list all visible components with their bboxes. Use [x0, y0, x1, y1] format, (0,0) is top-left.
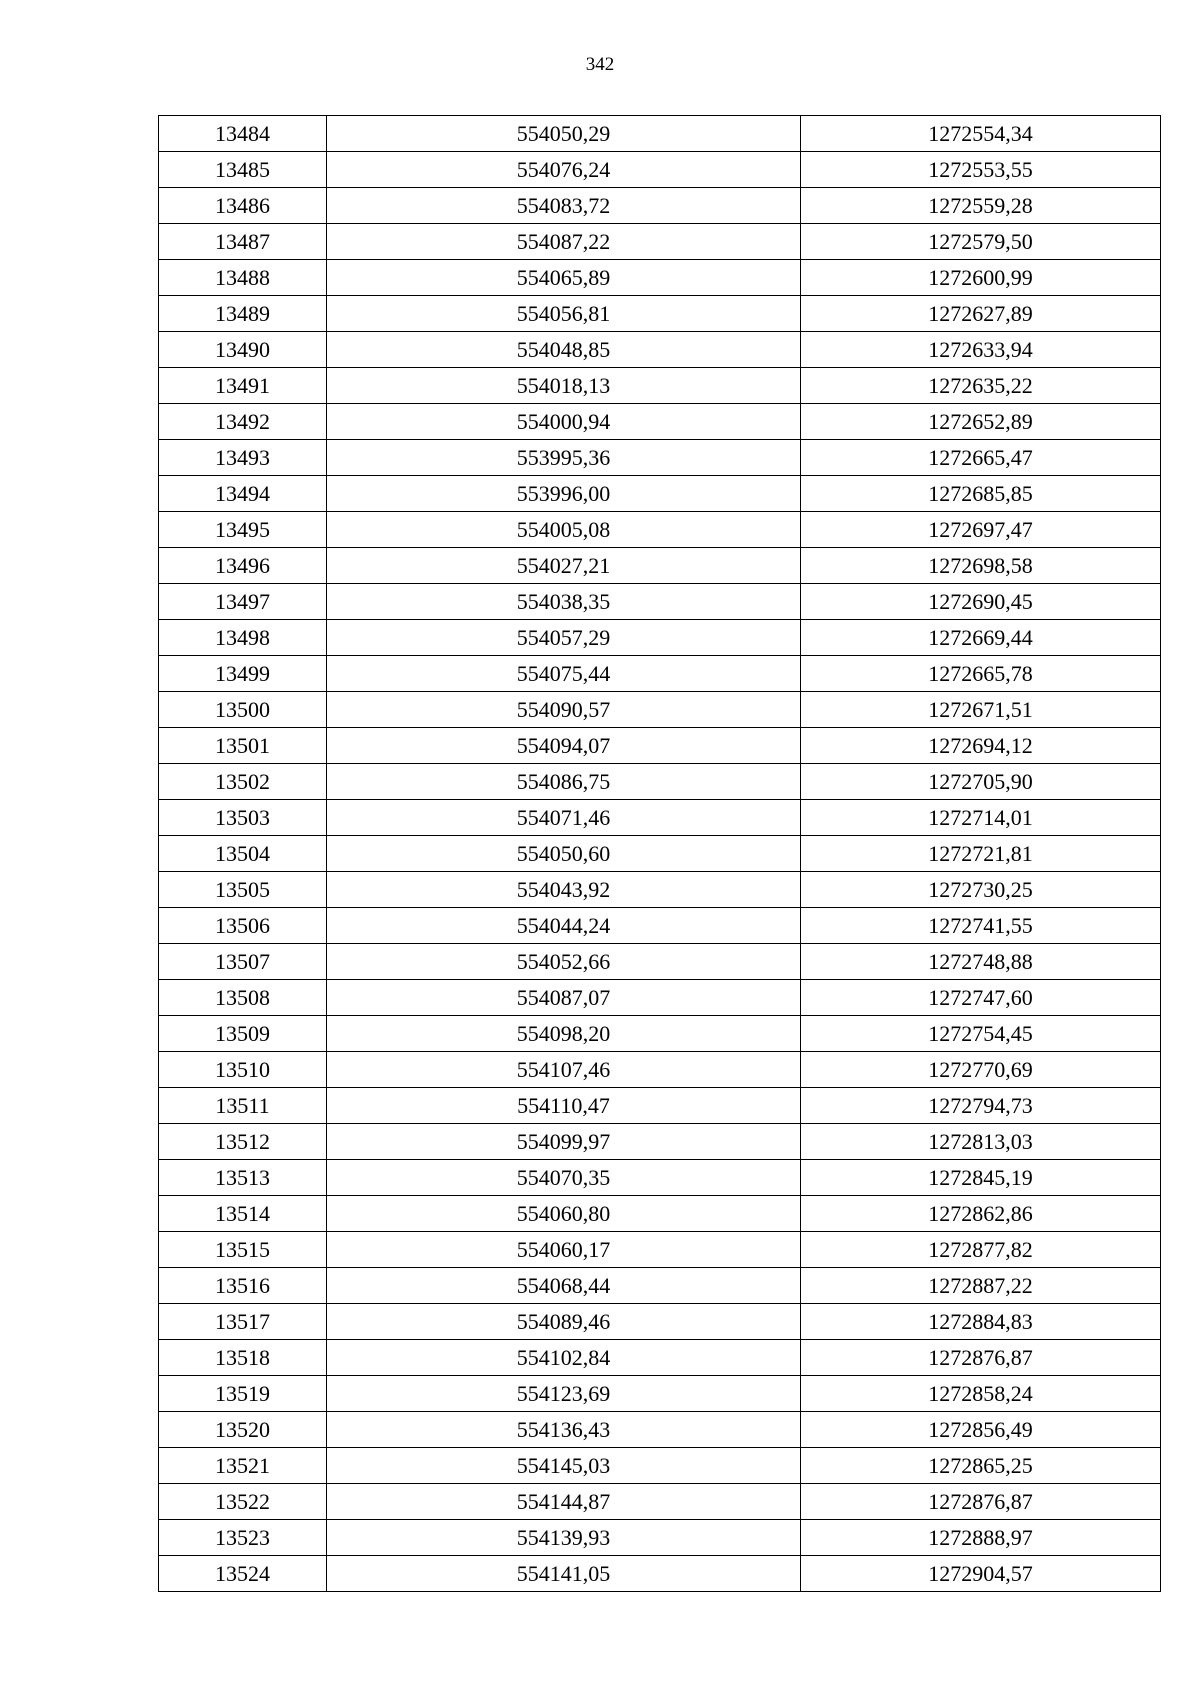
x-coordinate-cell: 554000,94	[327, 404, 801, 440]
point-number-cell: 13506	[159, 908, 327, 944]
y-coordinate-cell: 1272741,55	[801, 908, 1161, 944]
point-number-cell: 13508	[159, 980, 327, 1016]
x-coordinate-cell: 554076,24	[327, 152, 801, 188]
y-coordinate-cell: 1272794,73	[801, 1088, 1161, 1124]
table-row	[159, 512, 1161, 548]
point-number-cell: 13502	[159, 764, 327, 800]
point-number-cell: 13497	[159, 584, 327, 620]
coordinates-table	[158, 115, 1161, 1592]
table-row	[159, 836, 1161, 872]
table-row	[159, 260, 1161, 296]
point-number-cell: 13523	[159, 1520, 327, 1556]
table-row	[159, 1160, 1161, 1196]
point-number-cell: 13522	[159, 1484, 327, 1520]
table-row	[159, 1268, 1161, 1304]
x-coordinate-cell: 554050,60	[327, 836, 801, 872]
y-coordinate-cell: 1272671,51	[801, 692, 1161, 728]
table-row	[159, 1196, 1161, 1232]
table-row	[159, 980, 1161, 1016]
table-row	[159, 584, 1161, 620]
point-number-cell: 13505	[159, 872, 327, 908]
x-coordinate-cell: 554087,22	[327, 224, 801, 260]
x-coordinate-cell: 554089,46	[327, 1304, 801, 1340]
table-row	[159, 548, 1161, 584]
x-coordinate-cell: 554145,03	[327, 1448, 801, 1484]
y-coordinate-cell: 1272669,44	[801, 620, 1161, 656]
table-row	[159, 692, 1161, 728]
y-coordinate-cell: 1272714,01	[801, 800, 1161, 836]
point-number-cell: 13495	[159, 512, 327, 548]
y-coordinate-cell: 1272697,47	[801, 512, 1161, 548]
y-coordinate-cell: 1272730,25	[801, 872, 1161, 908]
table-row	[159, 908, 1161, 944]
point-number-cell: 13487	[159, 224, 327, 260]
y-coordinate-cell: 1272694,12	[801, 728, 1161, 764]
x-coordinate-cell: 554068,44	[327, 1268, 801, 1304]
y-coordinate-cell: 1272665,47	[801, 440, 1161, 476]
point-number-cell: 13492	[159, 404, 327, 440]
x-coordinate-cell: 554052,66	[327, 944, 801, 980]
point-number-cell: 13486	[159, 188, 327, 224]
x-coordinate-cell: 554005,08	[327, 512, 801, 548]
point-number-cell: 13524	[159, 1556, 327, 1592]
y-coordinate-cell: 1272862,86	[801, 1196, 1161, 1232]
table-row	[159, 368, 1161, 404]
y-coordinate-cell: 1272877,82	[801, 1232, 1161, 1268]
x-coordinate-cell: 554018,13	[327, 368, 801, 404]
y-coordinate-cell: 1272887,22	[801, 1268, 1161, 1304]
table-row	[159, 404, 1161, 440]
y-coordinate-cell: 1272690,45	[801, 584, 1161, 620]
y-coordinate-cell: 1272876,87	[801, 1484, 1161, 1520]
point-number-cell: 13521	[159, 1448, 327, 1484]
x-coordinate-cell: 554043,92	[327, 872, 801, 908]
table-row	[159, 116, 1161, 152]
y-coordinate-cell: 1272553,55	[801, 152, 1161, 188]
x-coordinate-cell: 554110,47	[327, 1088, 801, 1124]
coordinates-table-body	[159, 116, 1161, 1592]
table-row	[159, 1124, 1161, 1160]
y-coordinate-cell: 1272748,88	[801, 944, 1161, 980]
point-number-cell: 13504	[159, 836, 327, 872]
y-coordinate-cell: 1272600,99	[801, 260, 1161, 296]
x-coordinate-cell: 554071,46	[327, 800, 801, 836]
table-row	[159, 152, 1161, 188]
y-coordinate-cell: 1272635,22	[801, 368, 1161, 404]
x-coordinate-cell: 553995,36	[327, 440, 801, 476]
y-coordinate-cell: 1272705,90	[801, 764, 1161, 800]
table-row	[159, 188, 1161, 224]
table-row	[159, 296, 1161, 332]
y-coordinate-cell: 1272685,85	[801, 476, 1161, 512]
table-row	[159, 1232, 1161, 1268]
y-coordinate-cell: 1272884,83	[801, 1304, 1161, 1340]
x-coordinate-cell: 554094,07	[327, 728, 801, 764]
y-coordinate-cell: 1272858,24	[801, 1376, 1161, 1412]
y-coordinate-cell: 1272876,87	[801, 1340, 1161, 1376]
x-coordinate-cell: 554144,87	[327, 1484, 801, 1520]
x-coordinate-cell: 554027,21	[327, 548, 801, 584]
point-number-cell: 13489	[159, 296, 327, 332]
point-number-cell: 13488	[159, 260, 327, 296]
x-coordinate-cell: 554139,93	[327, 1520, 801, 1556]
x-coordinate-cell: 554090,57	[327, 692, 801, 728]
x-coordinate-cell: 554123,69	[327, 1376, 801, 1412]
point-number-cell: 13503	[159, 800, 327, 836]
x-coordinate-cell: 554102,84	[327, 1340, 801, 1376]
point-number-cell: 13501	[159, 728, 327, 764]
table-row	[159, 1304, 1161, 1340]
point-number-cell: 13515	[159, 1232, 327, 1268]
table-row	[159, 1520, 1161, 1556]
table-row	[159, 620, 1161, 656]
point-number-cell: 13509	[159, 1016, 327, 1052]
y-coordinate-cell: 1272845,19	[801, 1160, 1161, 1196]
point-number-cell: 13490	[159, 332, 327, 368]
point-number-cell: 13519	[159, 1376, 327, 1412]
point-number-cell: 13517	[159, 1304, 327, 1340]
table-row	[159, 1448, 1161, 1484]
x-coordinate-cell: 554057,29	[327, 620, 801, 656]
x-coordinate-cell: 554087,07	[327, 980, 801, 1016]
table-row	[159, 1340, 1161, 1376]
y-coordinate-cell: 1272813,03	[801, 1124, 1161, 1160]
table-row	[159, 476, 1161, 512]
x-coordinate-cell: 554075,44	[327, 656, 801, 692]
point-number-cell: 13500	[159, 692, 327, 728]
x-coordinate-cell: 554038,35	[327, 584, 801, 620]
table-row	[159, 1052, 1161, 1088]
table-row	[159, 1376, 1161, 1412]
y-coordinate-cell: 1272633,94	[801, 332, 1161, 368]
y-coordinate-cell: 1272754,45	[801, 1016, 1161, 1052]
point-number-cell: 13496	[159, 548, 327, 584]
table-row	[159, 332, 1161, 368]
point-number-cell: 13493	[159, 440, 327, 476]
y-coordinate-cell: 1272579,50	[801, 224, 1161, 260]
x-coordinate-cell: 554141,05	[327, 1556, 801, 1592]
x-coordinate-cell: 554044,24	[327, 908, 801, 944]
y-coordinate-cell: 1272698,58	[801, 548, 1161, 584]
table-row	[159, 944, 1161, 980]
table-row	[159, 1016, 1161, 1052]
y-coordinate-cell: 1272747,60	[801, 980, 1161, 1016]
point-number-cell: 13520	[159, 1412, 327, 1448]
x-coordinate-cell: 554083,72	[327, 188, 801, 224]
x-coordinate-cell: 554099,97	[327, 1124, 801, 1160]
table-row	[159, 656, 1161, 692]
x-coordinate-cell: 554056,81	[327, 296, 801, 332]
page-number: 342	[585, 54, 615, 75]
y-coordinate-cell: 1272652,89	[801, 404, 1161, 440]
y-coordinate-cell: 1272721,81	[801, 836, 1161, 872]
x-coordinate-cell: 554070,35	[327, 1160, 801, 1196]
table-row	[159, 1556, 1161, 1592]
table-row	[159, 872, 1161, 908]
y-coordinate-cell: 1272856,49	[801, 1412, 1161, 1448]
table-row	[159, 1088, 1161, 1124]
point-number-cell: 13484	[159, 116, 327, 152]
y-coordinate-cell: 1272665,78	[801, 656, 1161, 692]
point-number-cell: 13516	[159, 1268, 327, 1304]
y-coordinate-cell: 1272770,69	[801, 1052, 1161, 1088]
table-row	[159, 800, 1161, 836]
y-coordinate-cell: 1272627,89	[801, 296, 1161, 332]
table-row	[159, 1412, 1161, 1448]
point-number-cell: 13494	[159, 476, 327, 512]
y-coordinate-cell: 1272559,28	[801, 188, 1161, 224]
x-coordinate-cell: 554107,46	[327, 1052, 801, 1088]
x-coordinate-cell: 554060,80	[327, 1196, 801, 1232]
x-coordinate-cell: 554050,29	[327, 116, 801, 152]
point-number-cell: 13511	[159, 1088, 327, 1124]
x-coordinate-cell: 553996,00	[327, 476, 801, 512]
point-number-cell: 13491	[159, 368, 327, 404]
y-coordinate-cell: 1272554,34	[801, 116, 1161, 152]
point-number-cell: 13507	[159, 944, 327, 980]
y-coordinate-cell: 1272865,25	[801, 1448, 1161, 1484]
point-number-cell: 13512	[159, 1124, 327, 1160]
x-coordinate-cell: 554098,20	[327, 1016, 801, 1052]
x-coordinate-cell: 554136,43	[327, 1412, 801, 1448]
x-coordinate-cell: 554086,75	[327, 764, 801, 800]
point-number-cell: 13498	[159, 620, 327, 656]
y-coordinate-cell: 1272888,97	[801, 1520, 1161, 1556]
table-row	[159, 764, 1161, 800]
point-number-cell: 13514	[159, 1196, 327, 1232]
table-row	[159, 1484, 1161, 1520]
y-coordinate-cell: 1272904,57	[801, 1556, 1161, 1592]
x-coordinate-cell: 554065,89	[327, 260, 801, 296]
x-coordinate-cell: 554060,17	[327, 1232, 801, 1268]
point-number-cell: 13499	[159, 656, 327, 692]
point-number-cell: 13513	[159, 1160, 327, 1196]
point-number-cell: 13518	[159, 1340, 327, 1376]
point-number-cell: 13485	[159, 152, 327, 188]
point-number-cell: 13510	[159, 1052, 327, 1088]
table-row	[159, 224, 1161, 260]
table-row	[159, 440, 1161, 476]
x-coordinate-cell: 554048,85	[327, 332, 801, 368]
table-row	[159, 728, 1161, 764]
